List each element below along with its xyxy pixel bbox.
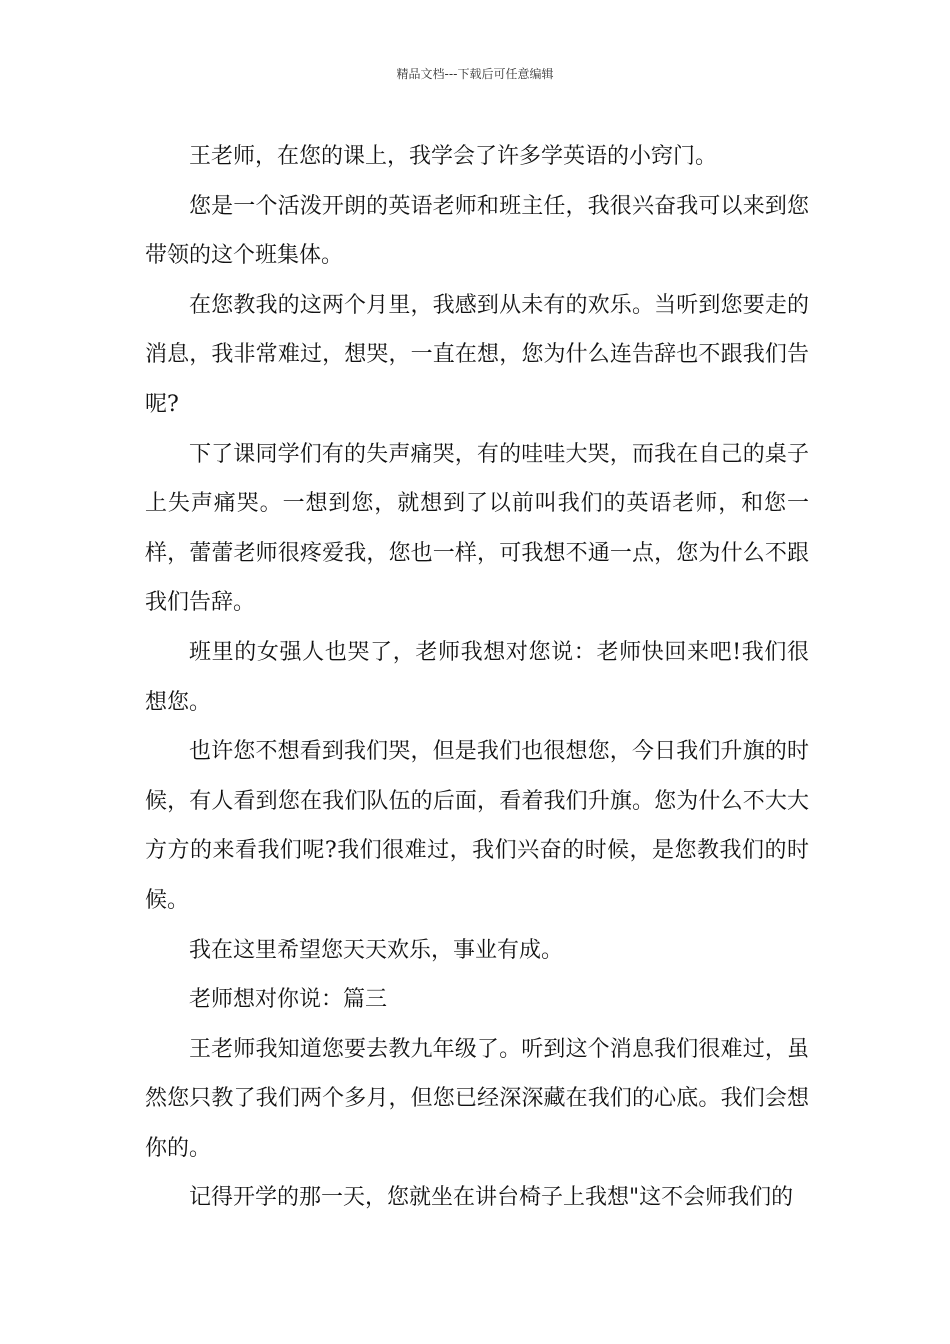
paragraph-6: 也许您不想看到我们哭，但是我们也很想您，今日我们升旗的时候，有人看到您在我们队伍的后面，看着我们升旗。您为什么不大大方方的来看我们呢?我们很难过，我们兴奋的时候，是您教我们的时候。 — [145, 739, 809, 913]
paragraph-9: 记得开学的那一天，您就坐在讲台椅子上我想"这不会师我们的 — [189, 1185, 794, 1211]
paragraph-7: 我在这里希望您天天欢乐，事业有成。 — [189, 937, 564, 963]
paragraph-1: 王老师，在您的课上，我学会了许多学英语的小窍门。 — [189, 144, 718, 169]
paragraph-3: 在您教我的这两个月里，我感到从未有的欢乐。当听到您要走的消息，我非常难过，想哭，一直在想，您为什么连告辞也不跟我们告呢? — [145, 292, 809, 417]
paragraph-8: 王老师我知道您要去教九年级了。听到这个消息我们很难过，虽然您只教了我们两个多月，但您已经深深藏在我们的心底。我们会想你的。 — [145, 1036, 809, 1161]
page-header: 精品文档---下载后可任意编辑 — [396, 67, 554, 81]
paragraph-4: 下了课同学们有的失声痛哭，有的哇哇大哭，而我在自己的桌子上失声痛哭。一想到您，就想到了以前叫我们的英语老师，和您一样，蕾蕾老师很疼爱我，您也一样，可我想不通一点，您为什么不跟我们告辞。 — [145, 441, 809, 616]
paragraph-2: 您是一个活泼开朗的英语老师和班主任，我很兴奋我可以来到您带领的这个班集体。 — [145, 193, 809, 269]
paragraph-5: 班里的女强人也哭了，老师我想对您说：老师快回来吧!我们很想您。 — [145, 639, 809, 715]
section-heading: 老师想对你说：篇三 — [189, 987, 388, 1013]
document-body — [145, 132, 809, 1223]
